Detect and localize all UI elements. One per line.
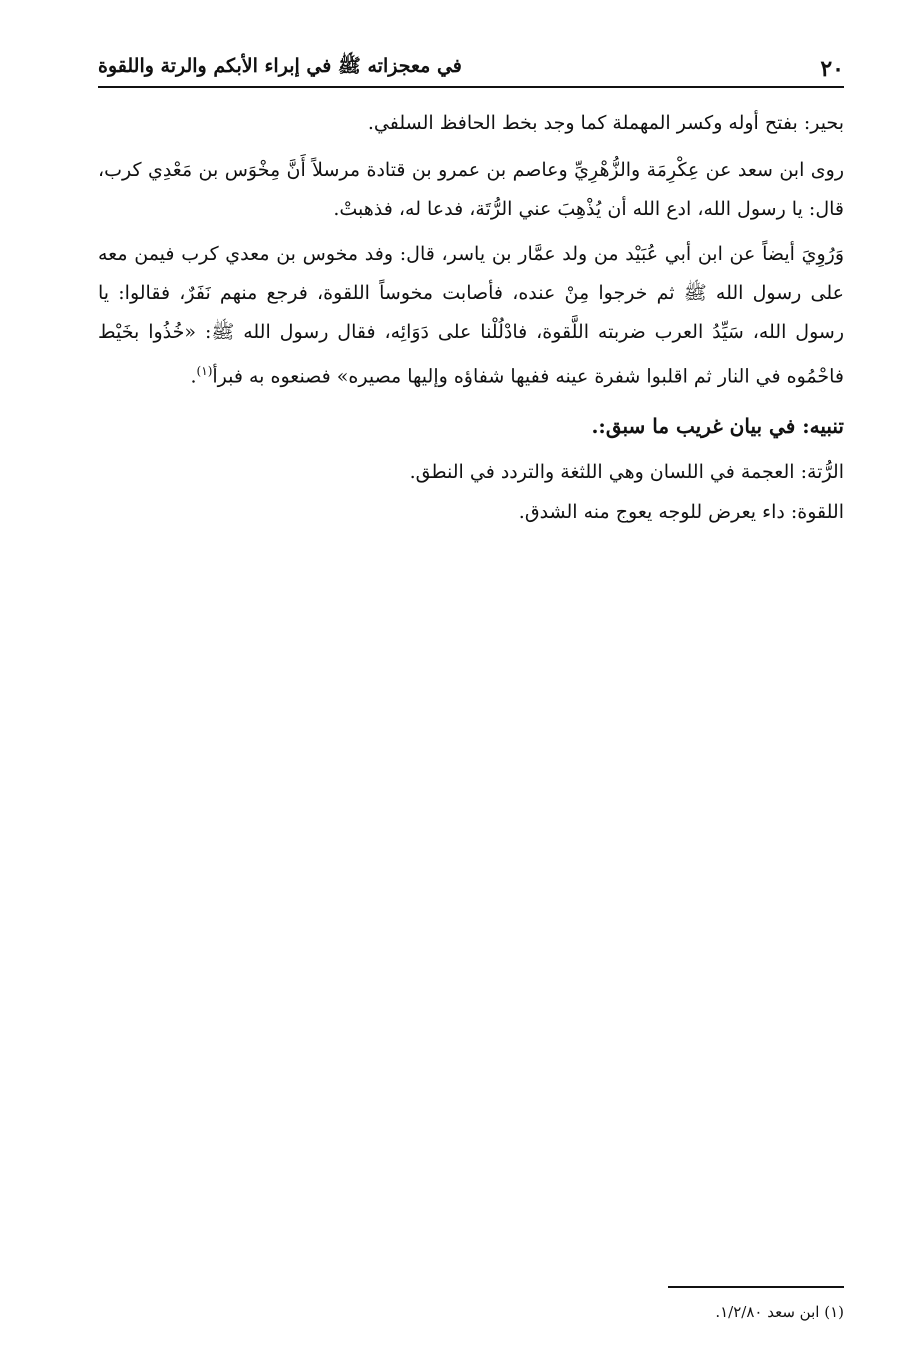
definition: اللقوة: داء يعرض للوجه يعوج منه الشدق.: [518, 501, 844, 524]
footnote-divider: [668, 1286, 844, 1288]
definition: الرُّتة: العجمة في اللسان وهي اللثغة والتردد في النطق.: [409, 461, 844, 484]
running-title: في معجزاته ﷺ في إبراء الأبكم والرتة واللقوة: [98, 55, 462, 77]
note-heading: تنبيه: في بيان غريب ما سبق:.: [591, 414, 844, 439]
paragraph: روى ابن سعد عن عِكْرِمَة والزُّهْرِيِّ وعاصم بن عمرو بن قتادة مرسلاً أَنَّ مِخْوَس بن مَعْدِي كرب، قال: يا رسول الله، ادع الله أن يُذْهِبَ عني الرُّتَة، فدعا له، فذهبتْ.: [98, 159, 844, 220]
paragraph-text: وَرُوِيَ أيضاً عن ابن أبي عُبَيْد من ولد عمَّار بن ياسر، قال: وفد مخوس بن معدي كرب فيمن معه على رسول الله ﷺ ثم خرجوا مِنْ عنده، فأصابت مخوساً اللقوة، فرجع منهم نَفَرٌ، فقالوا: يا رسول الله، سَيِّدُ العرب ضربته اللَّقوة، فادْلُلْنا على دَوَائِه، فقال رسول الله ﷺ: «خُذُوا بخَيْط فاحْمُوه في النار ثم اقلبوا شفرة عينه ففيها شفاؤه وإليها مصيره» فصنعوه به فبرأ: [98, 243, 844, 388]
page-number: ٢٠: [820, 56, 844, 82]
paragraph: وَرُوِيَ أيضاً عن ابن أبي عُبَيْد من ولد عمَّار بن ياسر، قال: وفد مخوس بن معدي كرب فيمن معه على رسول الله ﷺ ثم خرجوا مِنْ عنده، فأصابت مخوساً اللقوة، فرجع منهم نَفَرٌ، فقالوا: يا رسول الله، سَيِّدُ العرب ضربته اللَّقوة، فادْلُلْنا على دَوَائِه، فقال رسول الله ﷺ: «خُذُوا بخَيْط فاحْمُوه في النار ثم اقلبوا شفرة عينه ففيها شفاؤه وإليها مصيره» فصنعوه به فبرأ$^{(١)}$.: [98, 243, 844, 388]
footnote-reference[interactable]: (١): [196, 364, 213, 378]
paragraph: بحير: بفتح أوله وكسر المهملة كما وجد بخط الحافظ السلفي.: [367, 112, 844, 134]
main-text: [98, 104, 844, 532]
page-header: [98, 52, 844, 88]
footnote: (١) ابن سعد ١/٢/٨٠.: [715, 1303, 844, 1321]
